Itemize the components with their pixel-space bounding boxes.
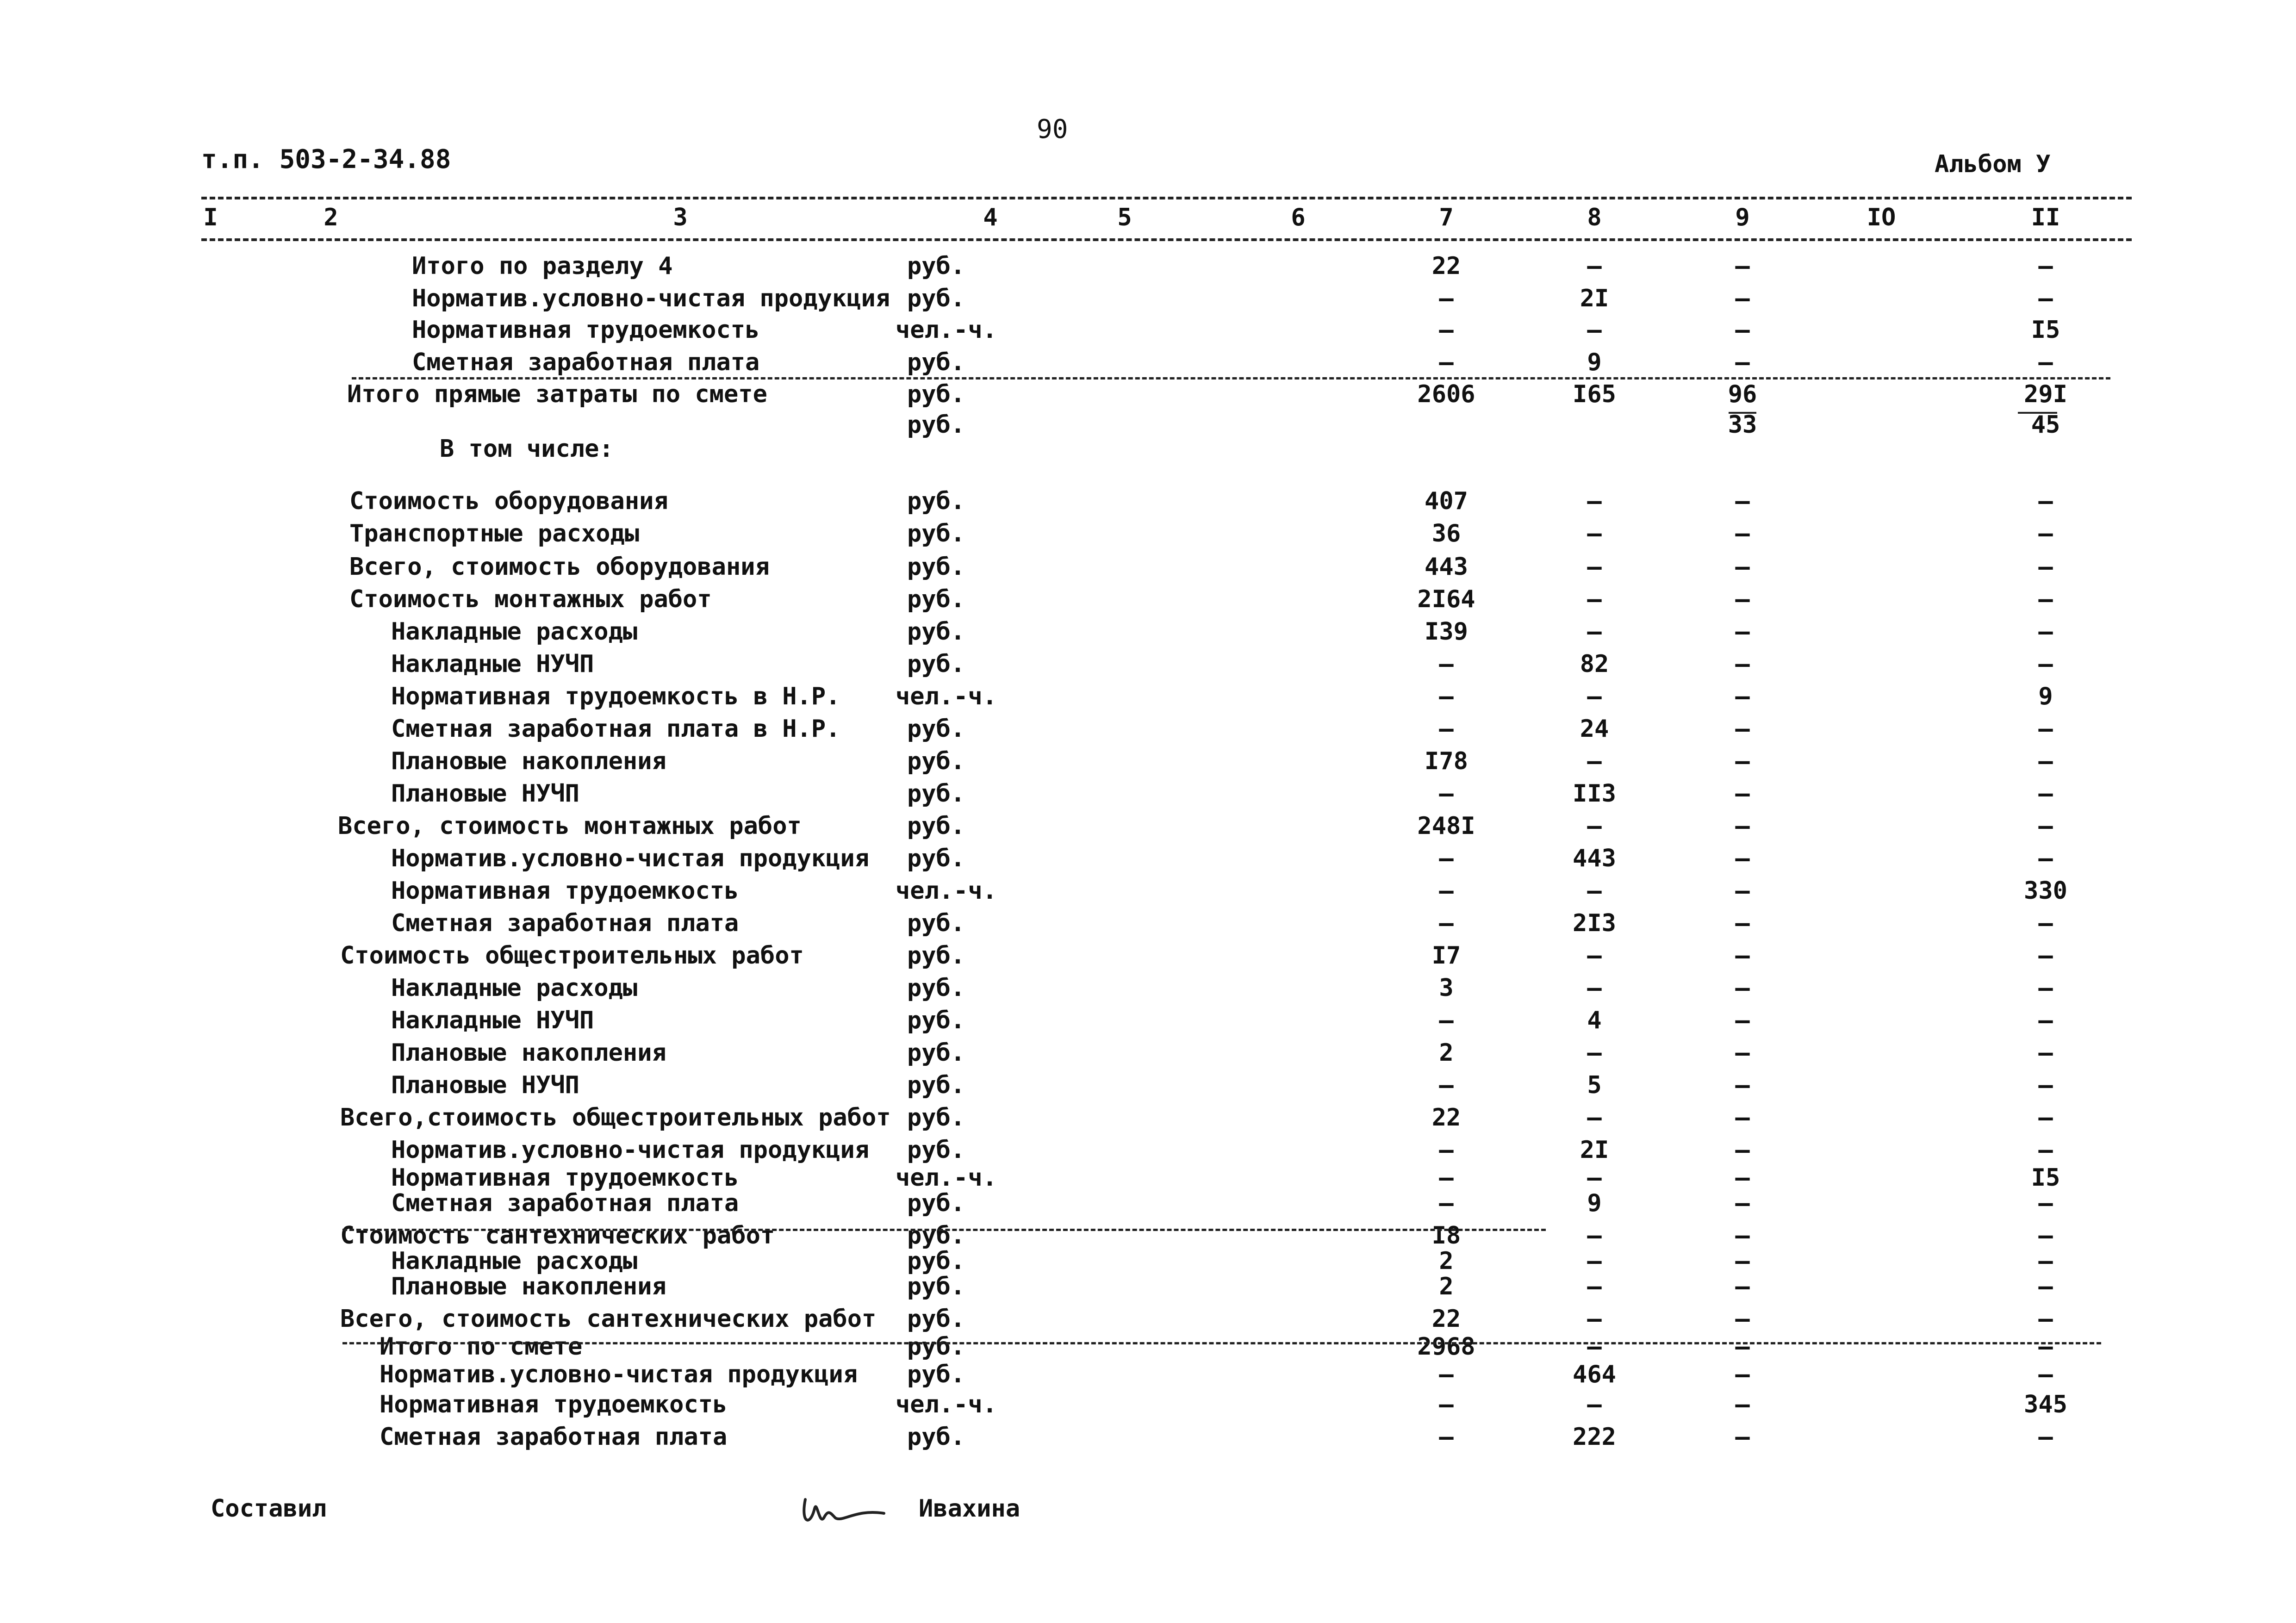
- row-unit: руб.: [907, 618, 965, 646]
- row-value-c11: –: [2038, 1247, 2053, 1275]
- row-unit: руб.: [907, 1361, 965, 1388]
- row-value-c9: –: [1735, 780, 1750, 808]
- row-unit: руб.: [907, 1333, 965, 1361]
- row-value-c9: 96: [1728, 380, 1757, 408]
- row-label: Накладные расходы: [391, 618, 638, 646]
- row-value-c11: –: [2038, 1305, 2053, 1333]
- row-value-c11: 9: [2038, 683, 2053, 710]
- row-value-c8: –: [1587, 487, 1602, 515]
- row-label: Всего, стоимость сантехнических работ: [340, 1305, 877, 1333]
- row-value-c11: –: [2038, 1222, 2053, 1250]
- row-value-c8: –: [1587, 812, 1602, 840]
- row-unit: руб.: [907, 845, 965, 872]
- row-label: Накладные НУЧП: [391, 650, 594, 678]
- underline-col11: [2018, 412, 2057, 414]
- col-header-11: II: [2031, 204, 2060, 231]
- row-value-c7: 3: [1439, 974, 1454, 1002]
- row-value-c9: –: [1735, 1391, 1750, 1418]
- row-value-c9: –: [1735, 812, 1750, 840]
- row-unit: руб.: [907, 252, 965, 280]
- row-unit: руб.: [907, 1423, 965, 1451]
- row-value-c11: –: [2038, 1333, 2053, 1361]
- row-label: Норматив.условно-чистая продукция: [412, 285, 890, 312]
- row-value-c9: –: [1735, 845, 1750, 872]
- row-value-c8: –: [1587, 877, 1602, 905]
- row-label: Стоимость общестроительных работ: [340, 942, 804, 970]
- row-unit: руб.: [907, 974, 965, 1002]
- row-label: Накладные расходы: [391, 974, 638, 1002]
- row-value-c9: –: [1735, 974, 1750, 1002]
- row-value-c9: –: [1735, 909, 1750, 937]
- row-value-c8: 443: [1573, 845, 1616, 872]
- col-header-2: 2: [324, 204, 338, 231]
- row-value-c9: –: [1735, 285, 1750, 312]
- row-label: Сметная заработная плата в Н.Р.: [391, 715, 840, 743]
- row-unit: руб.: [907, 1071, 965, 1099]
- row-label: Всего, стоимость оборудования: [349, 553, 770, 581]
- row-value-c9: –: [1735, 1136, 1750, 1164]
- row-unit: чел.-ч.: [896, 683, 997, 710]
- col-header-10: IO: [1867, 204, 1896, 231]
- row-value-c8: –: [1587, 316, 1602, 344]
- col-header-1: I: [203, 204, 218, 231]
- row-value-c8: –: [1587, 1164, 1602, 1192]
- row-value-c8: –: [1587, 1247, 1602, 1275]
- row-value-c7: –: [1439, 683, 1454, 710]
- row-label: В том числе:: [440, 435, 614, 463]
- row-value-c8: –: [1587, 974, 1602, 1002]
- row-value-c9: –: [1735, 747, 1750, 775]
- col-header-7: 7: [1439, 204, 1454, 231]
- row-value-c11: –: [2038, 1039, 2053, 1067]
- row-value-c7: –: [1439, 1391, 1454, 1418]
- row-value-c8: –: [1587, 1039, 1602, 1067]
- col-header-8: 8: [1587, 204, 1602, 231]
- row-value-c11: –: [2038, 1361, 2053, 1388]
- album-label: Альбом У: [1935, 150, 2051, 178]
- row-unit: чел.-ч.: [896, 1391, 997, 1418]
- row-value-c9: –: [1735, 942, 1750, 970]
- row-value-c8: I65: [1573, 380, 1616, 408]
- row-label: Стоимость монтажных работ: [349, 585, 712, 613]
- row-value-c9: –: [1735, 650, 1750, 678]
- row-value-c8: –: [1587, 683, 1602, 710]
- row-unit: руб.: [907, 585, 965, 613]
- row-label: Транспортные расходы: [349, 520, 640, 547]
- row-value-c7: –: [1439, 1007, 1454, 1034]
- row-unit: чел.-ч.: [896, 1164, 997, 1192]
- row-value-c7: –: [1439, 877, 1454, 905]
- row-value-c9: –: [1735, 877, 1750, 905]
- row-value-c7: –: [1439, 845, 1454, 872]
- row-value-c9: –: [1735, 683, 1750, 710]
- row-label: Плановые накопления: [391, 1039, 666, 1067]
- row-value-c8: II3: [1573, 780, 1616, 808]
- row-value-c7: –: [1439, 1136, 1454, 1164]
- row-value-c11: 345: [2024, 1391, 2067, 1418]
- row-value-c11: –: [2038, 1007, 2053, 1034]
- row-value-c9: –: [1735, 252, 1750, 280]
- row-value-c7: 22: [1431, 1305, 1461, 1333]
- row-unit: руб.: [907, 1273, 965, 1300]
- row-value-c11: –: [2038, 520, 2053, 547]
- row-value-c9: –: [1735, 348, 1750, 376]
- row-value-c11: –: [2038, 1423, 2053, 1451]
- row-value-c11: –: [2038, 285, 2053, 312]
- compiler-name: Ивахина: [919, 1495, 1020, 1523]
- row-value-c11: –: [2038, 1136, 2053, 1164]
- compiled-by-label: Составил: [211, 1495, 327, 1523]
- row-value-c9: –: [1735, 1039, 1750, 1067]
- row-value-c11: –: [2038, 909, 2053, 937]
- row-value-c9: –: [1735, 715, 1750, 743]
- row-value-c8: 222: [1573, 1423, 1616, 1451]
- col-header-5: 5: [1117, 204, 1132, 231]
- row-unit: руб.: [907, 487, 965, 515]
- row-value-c11: –: [2038, 780, 2053, 808]
- row-value-c9: –: [1735, 1071, 1750, 1099]
- row-value-c11: –: [2038, 585, 2053, 613]
- row-value-c11: –: [2038, 1071, 2053, 1099]
- row-value-c8: 9: [1587, 1189, 1602, 1217]
- row-value-c8: –: [1587, 1333, 1602, 1361]
- row-value-c8: –: [1587, 1391, 1602, 1418]
- row-value-c8: –: [1587, 942, 1602, 970]
- row-value-c11: –: [2038, 1189, 2053, 1217]
- row-value-c7: –: [1439, 348, 1454, 376]
- row-value-c7: –: [1439, 650, 1454, 678]
- row-value-c7: I78: [1425, 747, 1468, 775]
- row-label: Всего, стоимость монтажных работ: [338, 812, 802, 840]
- col-header-3: 3: [673, 204, 688, 231]
- row-value-c8: –: [1587, 1273, 1602, 1300]
- row-unit: руб.: [907, 780, 965, 808]
- row-value-c11: I5: [2031, 316, 2060, 344]
- row-label: Норматив.условно-чистая продукция: [391, 1136, 870, 1164]
- row-value-c8: 5: [1587, 1071, 1602, 1099]
- row-value-c11: 330: [2024, 877, 2067, 905]
- row-value-c9: –: [1735, 1222, 1750, 1250]
- row-value-c9: –: [1735, 1361, 1750, 1388]
- row-value-c7: I7: [1431, 942, 1461, 970]
- row-unit: руб.: [907, 909, 965, 937]
- row-label: Сметная заработная плата: [391, 1189, 739, 1217]
- row-label: Плановые НУЧП: [391, 780, 579, 808]
- row-unit: руб.: [907, 1104, 965, 1132]
- row-value-c11: –: [2038, 553, 2053, 581]
- row-value-c7: 22: [1431, 1104, 1461, 1132]
- row-unit: руб.: [907, 1222, 965, 1250]
- row-value-c11: –: [2038, 812, 2053, 840]
- row-value-c11: –: [2038, 487, 2053, 515]
- header-top-rule: [201, 197, 2132, 199]
- header-bottom-rule: [201, 238, 2132, 241]
- row-label: Сметная заработная плата: [380, 1423, 728, 1451]
- row-label: Нормативная трудоемкость: [391, 1164, 739, 1192]
- row-value-c11: –: [2038, 974, 2053, 1002]
- col-header-4: 4: [983, 204, 998, 231]
- row-label: Плановые накопления: [391, 1273, 666, 1300]
- row-value-c11: –: [2038, 348, 2053, 376]
- row-value-c7: 22: [1431, 252, 1461, 280]
- row-unit: руб.: [907, 348, 965, 376]
- row-value-c9: –: [1735, 553, 1750, 581]
- row-label: Нормативная трудоемкость: [391, 877, 739, 905]
- row-label: Сметная заработная плата: [412, 348, 760, 376]
- row-value-c11: –: [2038, 1104, 2053, 1132]
- row-value-c9: –: [1735, 1423, 1750, 1451]
- row-value-c11: 29I: [2024, 380, 2067, 408]
- row-value-c9: –: [1735, 1189, 1750, 1217]
- row-label: Сметная заработная плата: [391, 909, 739, 937]
- row-unit: руб.: [907, 650, 965, 678]
- row-unit: руб.: [907, 942, 965, 970]
- row-label: Плановые НУЧП: [391, 1071, 579, 1099]
- row-value-c7: 2: [1439, 1273, 1454, 1300]
- row-value-c7: 2: [1439, 1247, 1454, 1275]
- row-unit: руб.: [907, 1247, 965, 1275]
- row-value-c7: –: [1439, 316, 1454, 344]
- document-code: т.п. 503-2-34.88: [201, 144, 451, 174]
- row-value-c8: –: [1587, 1104, 1602, 1132]
- row-value-c8: 24: [1580, 715, 1609, 743]
- row-unit: руб.: [907, 1039, 965, 1067]
- row-value-c7: –: [1439, 1361, 1454, 1388]
- row-value-c8: 82: [1580, 650, 1609, 678]
- row-value-c9: –: [1735, 487, 1750, 515]
- row-value-c9: –: [1735, 1273, 1750, 1300]
- row-value-c7: 248I: [1417, 812, 1475, 840]
- row-value-c7: –: [1439, 1189, 1454, 1217]
- row-value-c8: –: [1587, 1222, 1602, 1250]
- row-value-c7: –: [1439, 1164, 1454, 1192]
- row-value-c7: 2: [1439, 1039, 1454, 1067]
- row-value-c9: –: [1735, 618, 1750, 646]
- row-value-c9: –: [1735, 1007, 1750, 1034]
- separator-line-section4: [352, 377, 2110, 379]
- row-value-c7: I39: [1425, 618, 1468, 646]
- page-number: 90: [1037, 114, 1068, 144]
- row-value-c8: 2I3: [1573, 909, 1616, 937]
- row-value-c11: –: [2038, 747, 2053, 775]
- row-label: Нормативная трудоемкость в Н.Р.: [391, 683, 840, 710]
- row-label: Накладные НУЧП: [391, 1007, 594, 1034]
- row-label: Итого по смете: [380, 1333, 583, 1361]
- row-unit: чел.-ч.: [896, 316, 997, 344]
- row-value-c8: –: [1587, 553, 1602, 581]
- row-value-c7: 443: [1425, 553, 1468, 581]
- row-label: Норматив.условно-чистая продукция: [380, 1361, 858, 1388]
- row-unit: чел.-ч.: [896, 877, 997, 905]
- row-value-c7: 2968: [1417, 1333, 1475, 1361]
- row-value-c9: –: [1735, 1247, 1750, 1275]
- row-label: Итого прямые затраты по смете: [347, 380, 767, 408]
- row-unit: руб.: [907, 380, 965, 408]
- row-value-c9: –: [1735, 585, 1750, 613]
- underline-col9: [1729, 412, 1756, 414]
- row-value-c7: 36: [1431, 520, 1461, 547]
- row-label: Нормативная трудоемкость: [380, 1391, 728, 1418]
- row-unit: руб.: [907, 1007, 965, 1034]
- row-value-c8: 464: [1573, 1361, 1616, 1388]
- row-value-c9: –: [1735, 520, 1750, 547]
- row-value-c8: –: [1587, 252, 1602, 280]
- row-value-c11: –: [2038, 942, 2053, 970]
- row-unit: руб.: [907, 715, 965, 743]
- row-value-c9: 33: [1728, 411, 1757, 439]
- row-value-c7: –: [1439, 909, 1454, 937]
- row-value-c7: I8: [1431, 1222, 1461, 1250]
- row-value-c8: –: [1587, 618, 1602, 646]
- row-value-c7: –: [1439, 285, 1454, 312]
- row-label: Накладные расходы: [391, 1247, 638, 1275]
- row-value-c11: –: [2038, 252, 2053, 280]
- row-value-c7: –: [1439, 1071, 1454, 1099]
- row-value-c9: –: [1735, 1104, 1750, 1132]
- row-unit: руб.: [907, 1305, 965, 1333]
- row-value-c7: 407: [1425, 487, 1468, 515]
- row-value-c9: –: [1735, 1164, 1750, 1192]
- row-value-c11: 45: [2031, 411, 2060, 439]
- row-unit: руб.: [907, 285, 965, 312]
- row-label: Нормативная трудоемкость: [412, 316, 760, 344]
- col-header-9: 9: [1735, 204, 1750, 231]
- row-value-c7: –: [1439, 715, 1454, 743]
- row-value-c11: –: [2038, 618, 2053, 646]
- row-value-c8: 2I: [1580, 1136, 1609, 1164]
- row-label: Стоимость оборудования: [349, 487, 668, 515]
- row-value-c8: –: [1587, 585, 1602, 613]
- separator-line-general-construction: [342, 1229, 1546, 1231]
- row-label: Норматив.условно-чистая продукция: [391, 845, 870, 872]
- row-value-c11: –: [2038, 1273, 2053, 1300]
- row-value-c7: –: [1439, 1423, 1454, 1451]
- row-value-c8: 2I: [1580, 285, 1609, 312]
- row-unit: руб.: [907, 1189, 965, 1217]
- row-value-c9: –: [1735, 1305, 1750, 1333]
- row-label: Плановые накопления: [391, 747, 666, 775]
- row-unit: руб.: [907, 553, 965, 581]
- row-label: Всего,стоимость общестроительных работ: [340, 1104, 891, 1132]
- signature-mark: [796, 1481, 889, 1536]
- row-label: Итого по разделу 4: [412, 252, 673, 280]
- row-value-c11: –: [2038, 715, 2053, 743]
- separator-line-sanitary: [342, 1342, 2101, 1344]
- row-unit: руб.: [907, 411, 965, 439]
- row-value-c9: –: [1735, 316, 1750, 344]
- row-value-c7: 2I64: [1417, 585, 1475, 613]
- row-value-c8: 9: [1587, 348, 1602, 376]
- col-header-6: 6: [1291, 204, 1306, 231]
- row-value-c11: –: [2038, 845, 2053, 872]
- row-value-c9: –: [1735, 1333, 1750, 1361]
- row-value-c11: –: [2038, 650, 2053, 678]
- row-value-c8: –: [1587, 747, 1602, 775]
- row-value-c7: 2606: [1417, 380, 1475, 408]
- row-unit: руб.: [907, 520, 965, 547]
- row-label: Стоимость сантехнических работ: [340, 1222, 775, 1250]
- row-unit: руб.: [907, 1136, 965, 1164]
- row-unit: руб.: [907, 812, 965, 840]
- row-value-c7: –: [1439, 780, 1454, 808]
- row-value-c8: –: [1587, 1305, 1602, 1333]
- row-value-c8: 4: [1587, 1007, 1602, 1034]
- row-value-c11: I5: [2031, 1164, 2060, 1192]
- row-unit: руб.: [907, 747, 965, 775]
- row-value-c8: –: [1587, 520, 1602, 547]
